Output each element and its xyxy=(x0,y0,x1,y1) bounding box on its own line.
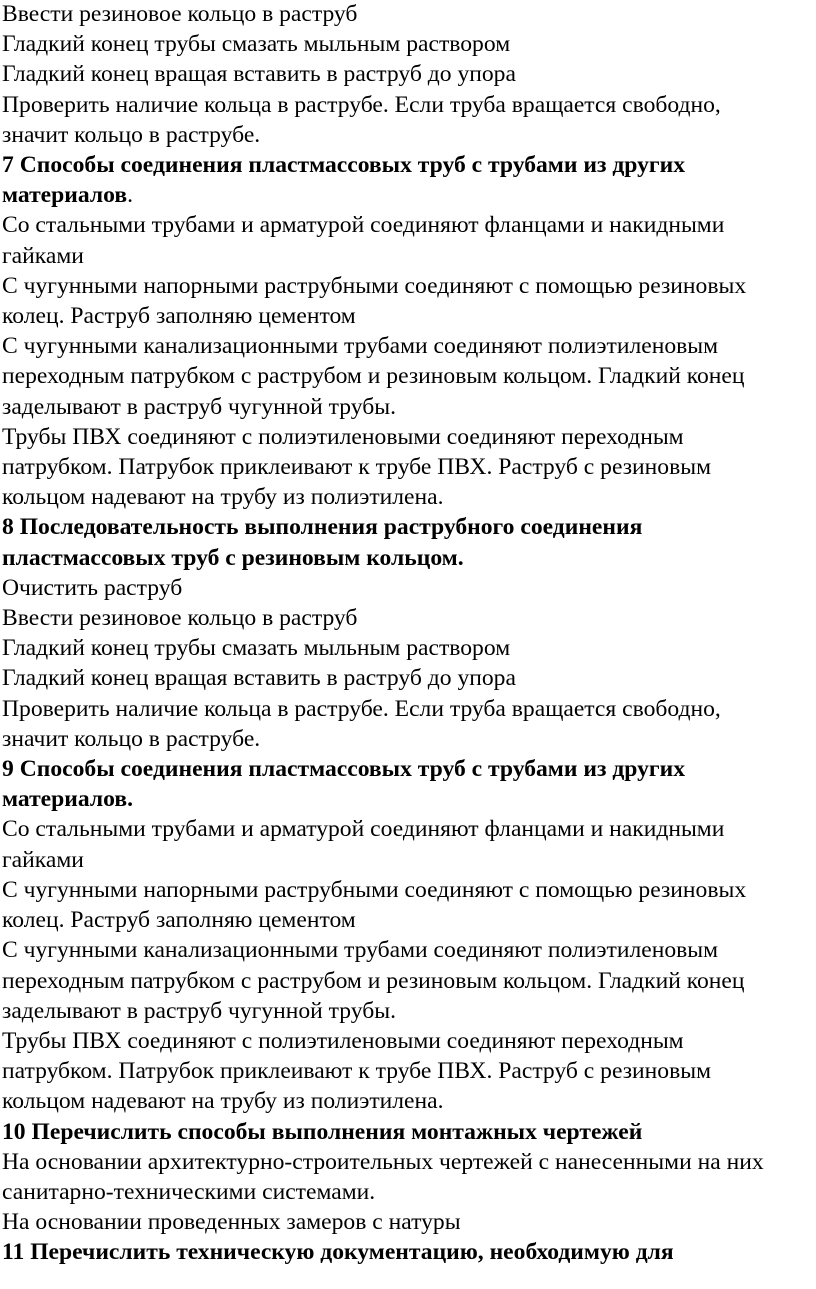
section-heading xyxy=(2,1117,802,1147)
paragraph-text: На основании архитектурно-строительных чертежей с нанесенными на них санитарно-техническими системами. xyxy=(2,1148,764,1205)
heading-text: 7 Способы соединения пластмассовых труб с трубами из других материалов xyxy=(2,152,685,209)
paragraph xyxy=(2,694,802,754)
paragraph-text: С чугунными канализационными трубами соединяют полиэтиленовым переходным патрубком с раструбом и резиновым кольцом. Гладкий конец заделывают в раструб чугунной трубы. xyxy=(2,937,745,1024)
paragraph xyxy=(2,935,802,1026)
section-heading xyxy=(2,1237,802,1267)
section-heading xyxy=(2,754,802,814)
paragraph-text: Трубы ПВХ соединяют с полиэтиленовыми соединяют переходным патрубком. Патрубок приклеивают к трубе ПВХ. Раструб с резиновым кольцом надевают на трубу из полиэтилена. xyxy=(2,1027,712,1115)
paragraph-text: Ввести резиновое кольцо в раструб xyxy=(2,1,358,27)
paragraph xyxy=(2,271,802,331)
paragraph-text: На основании проведенных замеров с натуры xyxy=(2,1209,461,1236)
document-body xyxy=(2,0,802,1268)
paragraph xyxy=(2,90,802,150)
paragraph-text: Гладкий конец трубы смазать мыльным раствором xyxy=(2,635,511,662)
paragraph xyxy=(2,331,802,422)
paragraph xyxy=(2,59,802,89)
heading-text: 9 Способы соединения пластмассовых труб с трубами из других материалов. xyxy=(2,756,685,813)
paragraph-text: Гладкий конец вращая вставить в раструб до упора xyxy=(2,665,516,692)
paragraph-text: Гладкий конец трубы смазать мыльным раствором xyxy=(2,31,511,58)
paragraph-text: С чугунными напорными раструбными соединяют с помощью резиновых колец. Раструб заполняю цементом xyxy=(2,876,747,934)
heading-text: 10 Перечислить способы выполнения монтажных чертежей xyxy=(2,1118,643,1145)
paragraph-text: Ввести резиновое кольцо в раструб xyxy=(2,605,358,632)
paragraph-text: Проверить наличие кольца в раструбе. Если труба вращается свободно, значит кольцо в раструбе. xyxy=(2,695,721,752)
paragraph xyxy=(2,875,802,935)
heading-tail: . xyxy=(127,182,133,209)
paragraph-text: Со стальными трубами и арматурой соединяют фланцами и накидными гайками xyxy=(2,816,725,873)
paragraph xyxy=(2,1207,802,1237)
section-heading xyxy=(2,512,802,572)
paragraph xyxy=(2,603,802,633)
paragraph xyxy=(2,210,802,270)
paragraph-text: Трубы ПВХ соединяют с полиэтиленовыми соединяют переходным патрубком. Патрубок приклеивают к трубе ПВХ. Раструб с резиновым кольцом надевают на трубу из полиэтилена. xyxy=(2,423,712,511)
paragraph xyxy=(2,633,802,663)
heading-text: 8 Последовательность выполнения раструбного соединения пластмассовых труб с резиновым кольцом. xyxy=(2,514,643,571)
paragraph xyxy=(2,573,802,603)
paragraph-text: С чугунными напорными раструбными соединяют с помощью резиновых колец. Раструб заполняю цементом xyxy=(2,272,747,330)
paragraph-text: Гладкий конец вращая вставить в раструб до упора xyxy=(2,61,516,88)
paragraph xyxy=(2,663,802,693)
paragraph xyxy=(2,0,802,29)
paragraph xyxy=(2,29,802,59)
paragraph-text: С чугунными канализационными трубами соединяют полиэтиленовым переходным патрубком с раструбом и резиновым кольцом. Гладкий конец заделывают в раструб чугунной трубы. xyxy=(2,333,745,420)
section-heading xyxy=(2,150,802,210)
paragraph-text: Очистить раструб xyxy=(2,574,183,601)
heading-text: 11 Перечислить техническую документацию, необходимую для xyxy=(2,1239,674,1266)
paragraph-text: Со стальными трубами и арматурой соединяют фланцами и накидными гайками xyxy=(2,212,725,269)
paragraph xyxy=(2,814,802,874)
paragraph xyxy=(2,1147,802,1207)
paragraph-text: Проверить наличие кольца в раструбе. Если труба вращается свободно, значит кольцо в раструбе. xyxy=(2,91,721,148)
paragraph xyxy=(2,1026,802,1117)
paragraph xyxy=(2,422,802,513)
